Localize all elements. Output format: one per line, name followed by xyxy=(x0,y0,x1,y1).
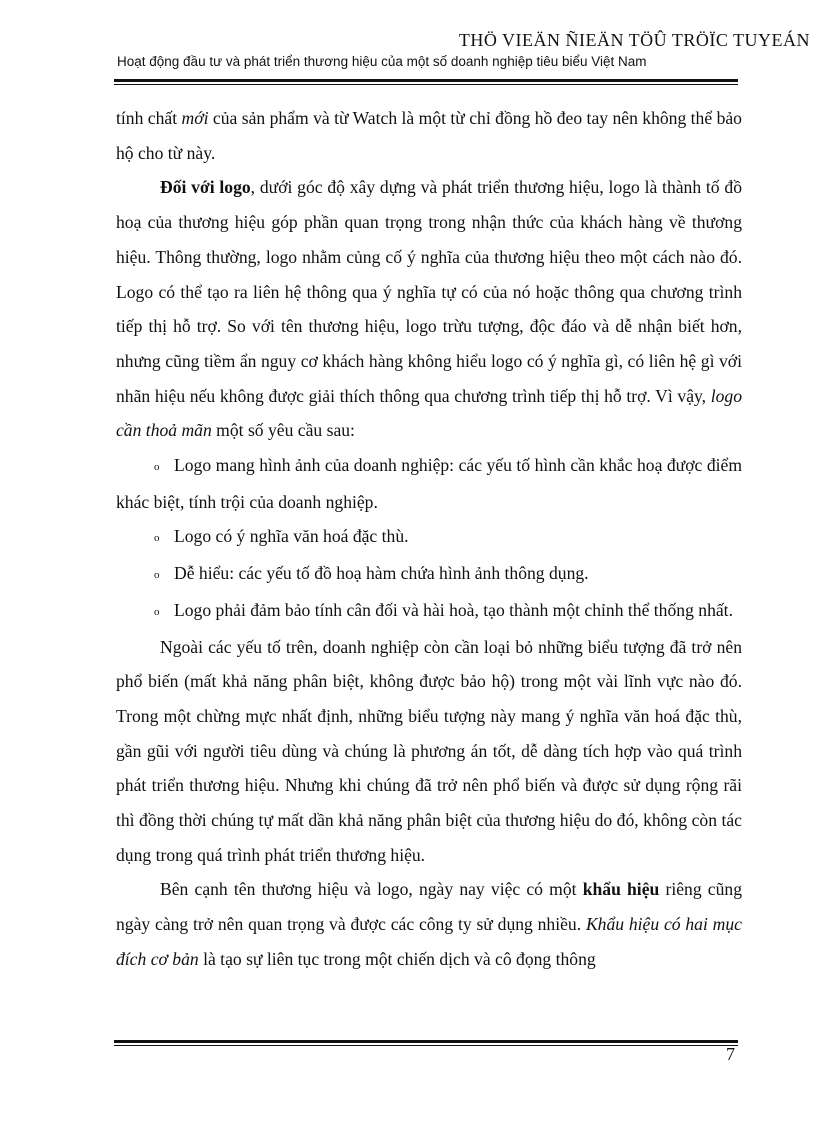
text-run: , dưới góc độ xây dựng và phát triển thương hiệu, logo là thành tố đồ hoạ của thương hiệu góp phần quan trọng trong nhận thức của khách hàng về thương hiệu. Thông thường, logo nhằm củng cố ý nghĩa của thương hiệu theo một cách nào đó. Logo có thể tạo ra liên hệ thông qua ý nghĩa tự có của nó hoặc thông qua chương trình tiếp thị hỗ trợ. So với tên thương hiệu, logo trừu tượng, độc đáo và dễ nhận biết hơn, nhưng cũng tiềm ẩn nguy cơ khách hàng không hiểu logo có ý nghĩa gì, có liên hệ gì với nhãn hiệu nếu không được giải thích thông qua chương trình tiếp thị hỗ trợ. Vì vậy, xyxy=(116,177,742,406)
paragraph-3: Ngoài các yếu tố trên, doanh nghiệp còn cần loại bỏ những biểu tượng đã trở nên phổ biến (mất khả năng phân biệt, không được bảo hộ) trong một vài lĩnh vực nào đó. Trong một chừng mực nhất định, những biểu tượng này mang ý nghĩa văn hoá đặc thù, gần gũi với người tiêu dùng và chúng là phương án tốt, dễ dàng tích hợp vào quá trình phát triển thương hiệu. Nhưng khi chúng đã trở nên phổ biến và được sử dụng rộng rãi thì đồng thời chúng tự mất dần khả năng phân biệt của thương hiệu do đó, không còn tác dụng trong quá trình phát triển thương hiệu. xyxy=(116,636,742,865)
bullet-item xyxy=(116,519,742,556)
page-number: 7 xyxy=(726,1044,735,1064)
paragraph-slogan xyxy=(116,872,742,976)
library-watermark: THÖ VIEÄN ÑIEÄN TÖÛ TRÖÏC TUYEÁN xyxy=(458,30,810,50)
header-rule xyxy=(114,79,738,85)
bullet-marker: o xyxy=(154,532,160,545)
emphasis: mới xyxy=(181,108,209,128)
page-body xyxy=(116,101,742,977)
bullet-text: Logo phải đảm bảo tính cân đối và hài hoà, tạo thành một chỉnh thể thống nhất. xyxy=(174,599,733,620)
bullet-marker: o xyxy=(154,605,160,618)
footer-rule xyxy=(114,1040,738,1046)
paragraph-1 xyxy=(116,101,742,170)
text-run: riêng cũng ngày càng trở nên quan trọng và được các công ty sử dụng nhiều. xyxy=(116,879,742,935)
bullet-marker: o xyxy=(154,569,160,582)
bullet-text: Dễ hiểu: các yếu tố đồ hoạ hàm chứa hình ảnh thông dụng. xyxy=(174,563,589,584)
bullet-marker: o xyxy=(154,461,160,474)
bullet-item xyxy=(116,593,742,630)
running-header-title: Hoạt động đầu tư và phát triển thương hiệu của một số doanh nghiệp tiêu biểu Việt Nam xyxy=(117,54,647,69)
bullet-text: Logo có ý nghĩa văn hoá đặc thù. xyxy=(174,526,409,547)
emphasis: Khẩu hiệu có hai mục đích cơ bản xyxy=(116,914,742,969)
text-run: tính chất xyxy=(116,108,182,128)
emphasis: logo cần thoả mãn xyxy=(116,385,742,441)
bold-term: khẩu hiệu xyxy=(582,879,660,900)
text-run: một số yêu cầu sau: xyxy=(211,420,355,441)
paragraph-logo xyxy=(116,170,742,448)
bold-term: Đối với logo xyxy=(160,177,251,198)
text-run: Bên cạnh tên thương hiệu và logo, ngày nay việc có một xyxy=(160,879,583,900)
text-run: của sản phẩm và từ Watch là một từ chỉ đồng hồ đeo tay nên không thể bảo hộ cho từ này. xyxy=(116,108,742,163)
bullet-item xyxy=(116,556,742,593)
text-run: là tạo sự liên tục trong một chiến dịch và cô đọng thông xyxy=(198,948,596,969)
bullet-text: Logo mang hình ảnh của doanh nghiệp: các yếu tố hình cần khắc hoạ được điểm khác biệt, tính trội của doanh nghiệp. xyxy=(116,455,742,512)
bullet-item xyxy=(116,448,742,519)
